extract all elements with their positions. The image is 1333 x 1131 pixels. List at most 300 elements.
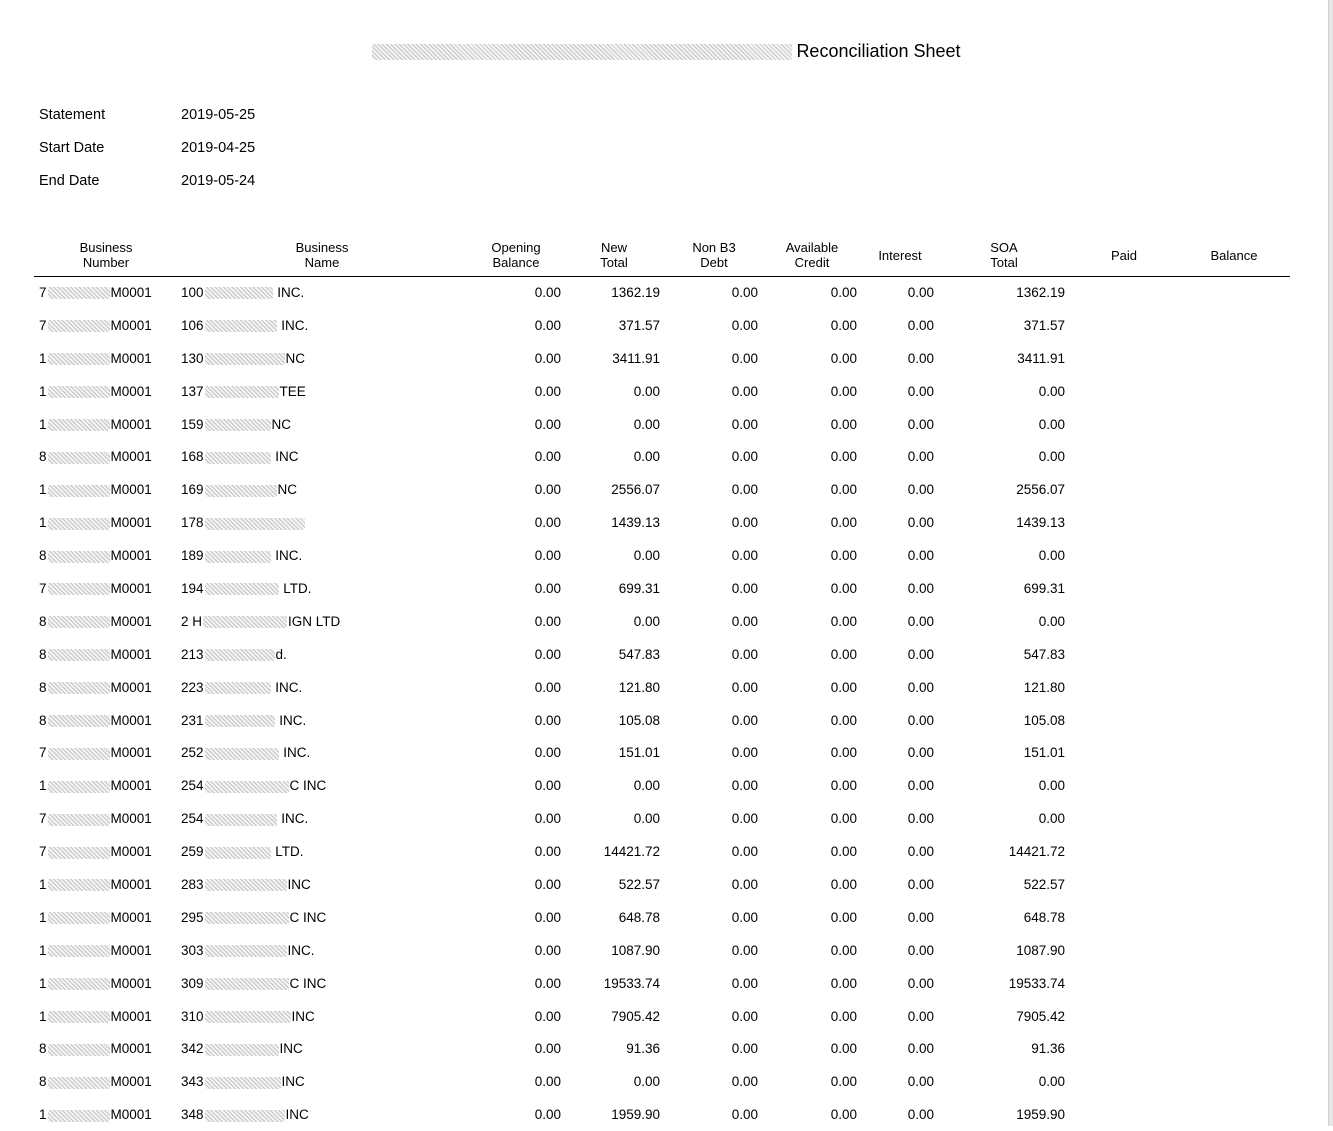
business-number-suffix: M0001 (110, 975, 152, 991)
cell-credit: 0.00 (830, 548, 857, 564)
cell-opening: 0.00 (534, 383, 561, 399)
business-number-prefix: 1 (39, 778, 47, 794)
cell-non-b3: 0.00 (731, 1041, 758, 1057)
table-row (0, 309, 1333, 342)
cell-credit: 0.00 (830, 383, 857, 399)
table-row (0, 736, 1333, 769)
table-row (0, 276, 1333, 309)
business-number (39, 713, 152, 728)
redacted-number (48, 583, 110, 595)
column-header-line: Interest (878, 247, 922, 263)
business-name (181, 910, 326, 925)
meta-value: 2019-05-25 (181, 107, 256, 123)
cell-interest: 0.00 (907, 844, 934, 860)
business-number (39, 449, 152, 464)
redacted-number (48, 551, 110, 563)
business-name (181, 680, 302, 695)
business-number (39, 614, 152, 629)
redacted-number (48, 912, 110, 924)
business-name (181, 449, 299, 464)
business-name-suffix: C INC (289, 909, 327, 925)
table-row (0, 967, 1333, 1000)
business-name-suffix: d. (275, 646, 287, 662)
business-number-suffix: M0001 (110, 909, 152, 925)
cell-new-total: 14421.72 (603, 844, 660, 860)
business-number-prefix: 8 (39, 1074, 47, 1090)
business-name-suffix: INC. (271, 679, 303, 695)
redacted-name (205, 1044, 279, 1056)
redacted-name (205, 353, 285, 365)
table-header (34, 234, 1290, 277)
cell-new-total: 0.00 (633, 1074, 660, 1090)
cell-credit: 0.00 (830, 909, 857, 925)
redacted-name (205, 781, 289, 793)
redacted-name (205, 386, 279, 398)
cell-credit: 0.00 (830, 942, 857, 958)
business-number-prefix: 7 (39, 581, 47, 597)
cell-opening: 0.00 (534, 482, 561, 498)
redacted-number (48, 682, 110, 694)
cell-new-total: 1959.90 (611, 1107, 660, 1123)
business-number (39, 943, 152, 958)
cell-credit: 0.00 (830, 877, 857, 893)
reconciliation-table-body (0, 276, 1333, 1131)
cell-opening: 0.00 (534, 1107, 561, 1123)
redacted-name (205, 583, 279, 595)
cell-opening: 0.00 (534, 548, 561, 564)
business-number (39, 1009, 152, 1024)
cell-new-total: 1362.19 (611, 285, 660, 300)
business-number-suffix: M0001 (110, 712, 152, 728)
cell-soa: 151.01 (1023, 745, 1065, 761)
column-header-text (1111, 248, 1137, 263)
column-header (579, 234, 649, 276)
table-row (0, 605, 1333, 638)
cell-credit: 0.00 (830, 449, 857, 465)
business-name-suffix: INC (281, 1074, 305, 1090)
business-name-prefix: 252 (181, 745, 204, 761)
redacted-number (48, 879, 110, 891)
cell-credit: 0.00 (830, 679, 857, 695)
redacted-name (205, 715, 275, 727)
cell-non-b3: 0.00 (731, 877, 758, 893)
business-name-prefix: 168 (181, 449, 204, 465)
cell-non-b3: 0.00 (731, 745, 758, 761)
business-number (39, 482, 152, 497)
cell-interest: 0.00 (907, 877, 934, 893)
meta-value: 2019-05-24 (181, 173, 256, 189)
business-name-suffix: NC (285, 350, 306, 366)
business-name-prefix: 100 (181, 285, 204, 300)
cell-non-b3: 0.00 (731, 350, 758, 366)
business-number-suffix: M0001 (110, 646, 152, 662)
cell-opening: 0.00 (534, 811, 561, 827)
business-name-suffix: INC. (273, 285, 305, 300)
column-header-line: Debt (700, 255, 728, 270)
redacted-number (48, 1011, 110, 1023)
cell-credit: 0.00 (830, 416, 857, 432)
cell-non-b3: 0.00 (731, 942, 758, 958)
cell-soa: 0.00 (1038, 548, 1065, 564)
column-header-text (491, 240, 540, 270)
redacted-name (205, 912, 289, 924)
cell-interest: 0.00 (907, 679, 934, 695)
table-row (0, 835, 1333, 868)
business-name (181, 515, 306, 530)
business-number-suffix: M0001 (110, 1074, 152, 1090)
business-name-prefix: 259 (181, 844, 204, 860)
cell-new-total: 547.83 (618, 646, 660, 662)
cell-non-b3: 0.00 (731, 646, 758, 662)
business-number-suffix: M0001 (110, 679, 152, 695)
cell-soa: 7905.42 (1016, 1008, 1065, 1024)
cell-soa: 699.31 (1023, 581, 1065, 597)
redacted-name (205, 1110, 285, 1122)
redacted-number (48, 978, 110, 990)
business-name (181, 1009, 315, 1024)
cell-new-total: 19533.74 (603, 975, 660, 991)
cell-interest: 0.00 (907, 745, 934, 761)
business-number-suffix: M0001 (110, 416, 152, 432)
table-row (0, 1065, 1333, 1098)
table-row (0, 473, 1333, 506)
redacted-name (205, 452, 271, 464)
redacted-number (48, 320, 110, 332)
business-name-prefix: 178 (181, 515, 204, 531)
business-number (39, 647, 152, 662)
business-name-suffix: INC (271, 449, 299, 465)
cell-opening: 0.00 (534, 416, 561, 432)
business-name-suffix: NC (277, 482, 298, 498)
cell-interest: 0.00 (907, 317, 934, 333)
redacted-name (205, 485, 277, 497)
business-name (181, 745, 310, 760)
cell-new-total: 0.00 (633, 811, 660, 827)
redacted-number (48, 945, 110, 957)
cell-new-total: 91.36 (626, 1041, 660, 1057)
column-header-line: Total (600, 255, 628, 270)
cell-soa: 0.00 (1038, 449, 1065, 465)
cell-opening: 0.00 (534, 350, 561, 366)
business-name-suffix: C INC (289, 975, 327, 991)
business-number (39, 1074, 152, 1089)
business-number-prefix: 8 (39, 1041, 47, 1057)
business-name (181, 1074, 305, 1089)
business-name-prefix: 106 (181, 317, 204, 333)
business-number-prefix: 7 (39, 285, 47, 300)
business-number-prefix: 8 (39, 646, 47, 662)
cell-credit: 0.00 (830, 1008, 857, 1024)
business-name (181, 614, 340, 629)
cell-non-b3: 0.00 (731, 1074, 758, 1090)
cell-non-b3: 0.00 (731, 383, 758, 399)
business-name-suffix: INC. (287, 942, 315, 958)
business-number-prefix: 8 (39, 679, 47, 695)
column-header-text (296, 240, 349, 270)
column-header-text (878, 248, 921, 263)
business-name (181, 482, 297, 497)
business-name-suffix: TEE (279, 383, 306, 399)
business-name-suffix: INC. (277, 317, 309, 333)
cell-opening: 0.00 (534, 646, 561, 662)
redacted-number (48, 616, 110, 628)
table-row (0, 342, 1333, 375)
business-name-prefix: 342 (181, 1041, 204, 1057)
business-name-prefix: 283 (181, 877, 204, 893)
business-name (181, 351, 305, 366)
column-header-line: Total (990, 255, 1018, 270)
cell-new-total: 1439.13 (611, 515, 660, 531)
redacted-name (205, 978, 289, 990)
cell-new-total: 522.57 (618, 877, 660, 893)
business-number (39, 811, 152, 826)
column-header (476, 234, 556, 276)
cell-new-total: 648.78 (618, 909, 660, 925)
redacted-number (48, 1044, 110, 1056)
meta-label: Start Date (39, 140, 105, 156)
business-name-prefix: 2 H (181, 613, 203, 629)
cell-non-b3: 0.00 (731, 416, 758, 432)
column-header-text (990, 240, 1017, 270)
column-header-text (80, 240, 133, 270)
business-number (39, 745, 152, 760)
business-number (39, 384, 152, 399)
table-row (0, 506, 1333, 539)
cell-new-total: 699.31 (618, 581, 660, 597)
business-name-prefix: 295 (181, 909, 204, 925)
cell-interest: 0.00 (907, 548, 934, 564)
business-number-suffix: M0001 (110, 548, 152, 564)
business-name (181, 318, 308, 333)
cell-opening: 0.00 (534, 909, 561, 925)
cell-soa: 0.00 (1038, 416, 1065, 432)
cell-credit: 0.00 (830, 613, 857, 629)
meta-value: 2019-04-25 (181, 140, 256, 156)
business-name (181, 581, 312, 596)
cell-new-total: 151.01 (618, 745, 660, 761)
business-name-prefix: 343 (181, 1074, 204, 1090)
cell-credit: 0.00 (830, 811, 857, 827)
business-number (39, 1107, 152, 1122)
business-number-suffix: M0001 (110, 613, 152, 629)
cell-credit: 0.00 (830, 515, 857, 531)
cell-soa: 14421.72 (1008, 844, 1065, 860)
cell-interest: 0.00 (907, 581, 934, 597)
business-name-suffix: IGN LTD (288, 613, 341, 629)
business-number (39, 844, 152, 859)
business-number (39, 976, 152, 991)
cell-non-b3: 0.00 (731, 909, 758, 925)
business-name (181, 811, 308, 826)
business-number-suffix: M0001 (110, 482, 152, 498)
business-number-prefix: 1 (39, 975, 47, 991)
redacted-number (48, 518, 110, 530)
business-name-suffix: INC. (277, 811, 309, 827)
redacted-number (48, 781, 110, 793)
column-header (46, 234, 166, 276)
cell-non-b3: 0.00 (731, 975, 758, 991)
cell-new-total: 0.00 (633, 449, 660, 465)
cell-opening: 0.00 (534, 712, 561, 728)
redacted-number (48, 485, 110, 497)
cell-non-b3: 0.00 (731, 1107, 758, 1123)
business-name-suffix: INC. (275, 712, 307, 728)
column-header (1089, 234, 1159, 276)
redacted-name (205, 945, 287, 957)
business-name-suffix: INC (291, 1008, 315, 1024)
cell-soa: 371.57 (1023, 317, 1065, 333)
cell-credit: 0.00 (830, 1107, 857, 1123)
business-number-suffix: M0001 (110, 383, 152, 399)
cell-opening: 0.00 (534, 877, 561, 893)
column-header-line: Number (82, 255, 130, 270)
business-number (39, 581, 152, 596)
table-row (0, 901, 1333, 934)
cell-soa: 1362.19 (1016, 285, 1065, 300)
cell-soa: 105.08 (1023, 712, 1065, 728)
business-name-suffix: C INC (289, 778, 327, 794)
redacted-number (48, 419, 110, 431)
cell-non-b3: 0.00 (731, 449, 758, 465)
cell-soa: 0.00 (1038, 1074, 1065, 1090)
column-header (866, 234, 934, 276)
cell-non-b3: 0.00 (731, 712, 758, 728)
cell-interest: 0.00 (907, 350, 934, 366)
cell-credit: 0.00 (830, 975, 857, 991)
cell-new-total: 1087.90 (611, 942, 660, 958)
redacted-name (205, 748, 279, 760)
cell-non-b3: 0.00 (731, 679, 758, 695)
cell-opening: 0.00 (534, 942, 561, 958)
cell-interest: 0.00 (907, 909, 934, 925)
business-name-prefix: 223 (181, 679, 204, 695)
cell-new-total: 7905.42 (611, 1008, 660, 1024)
redacted-number (48, 748, 110, 760)
cell-soa: 522.57 (1023, 877, 1065, 893)
business-number-suffix: M0001 (110, 1041, 152, 1057)
business-number-suffix: M0001 (110, 811, 152, 827)
redacted-number (48, 1077, 110, 1089)
redacted-company-name (372, 44, 792, 60)
business-name (181, 1107, 309, 1122)
business-number-prefix: 7 (39, 811, 47, 827)
cell-interest: 0.00 (907, 285, 934, 300)
cell-soa: 121.80 (1023, 679, 1065, 695)
table-row (0, 1098, 1333, 1131)
column-header (772, 234, 852, 276)
meta-label: End Date (39, 173, 100, 189)
cell-new-total: 2556.07 (611, 482, 660, 498)
cell-new-total: 0.00 (633, 416, 660, 432)
business-number-prefix: 1 (39, 942, 47, 958)
business-name-prefix: 254 (181, 811, 204, 827)
business-number-suffix: M0001 (110, 1107, 152, 1123)
redacted-name (205, 518, 305, 530)
business-name-suffix: INC. (271, 548, 303, 564)
table-row (0, 868, 1333, 901)
column-header-line: Business (79, 240, 133, 255)
business-name (181, 548, 302, 563)
redacted-number (48, 814, 110, 826)
cell-soa: 19533.74 (1008, 975, 1065, 991)
business-name-suffix: INC (285, 1107, 309, 1123)
table-row (0, 704, 1333, 737)
business-number-prefix: 1 (39, 909, 47, 925)
cell-soa: 1959.90 (1016, 1107, 1065, 1123)
cell-non-b3: 0.00 (731, 548, 758, 564)
cell-new-total: 3411.91 (612, 350, 660, 366)
cell-opening: 0.00 (534, 1074, 561, 1090)
report-title: Reconciliation Sheet (796, 41, 961, 61)
redacted-name (205, 320, 277, 332)
table-row (0, 572, 1333, 605)
cell-soa: 0.00 (1038, 613, 1065, 629)
cell-credit: 0.00 (830, 844, 857, 860)
business-name-prefix: 309 (181, 975, 204, 991)
cell-soa: 0.00 (1038, 778, 1065, 794)
cell-soa: 1439.13 (1016, 515, 1065, 531)
business-number-prefix: 7 (39, 317, 47, 333)
business-number-prefix: 1 (39, 1008, 47, 1024)
column-header (1192, 234, 1276, 276)
business-name-suffix: INC (287, 877, 311, 893)
cell-interest: 0.00 (907, 416, 934, 432)
cell-non-b3: 0.00 (731, 515, 758, 531)
cell-opening: 0.00 (534, 1008, 561, 1024)
cell-opening: 0.00 (534, 745, 561, 761)
cell-new-total: 371.57 (618, 317, 660, 333)
business-name-prefix: 303 (181, 942, 204, 958)
business-name-suffix: INC (279, 1041, 303, 1057)
business-name (181, 384, 306, 399)
cell-non-b3: 0.00 (731, 1008, 758, 1024)
table-row (0, 375, 1333, 408)
cell-non-b3: 0.00 (731, 613, 758, 629)
business-number (39, 285, 152, 300)
business-number (39, 318, 152, 333)
cell-interest: 0.00 (907, 942, 934, 958)
cell-soa: 0.00 (1038, 383, 1065, 399)
business-name-prefix: 169 (181, 482, 204, 498)
redacted-name (205, 551, 271, 563)
redacted-number (48, 287, 110, 299)
column-header-line: Paid (1110, 247, 1138, 263)
business-name (181, 976, 326, 991)
cell-credit: 0.00 (830, 1041, 857, 1057)
cell-interest: 0.00 (907, 515, 934, 531)
business-number (39, 351, 152, 366)
cell-credit: 0.00 (830, 745, 857, 761)
business-name-prefix: 231 (181, 712, 204, 728)
column-header-line: Available (785, 240, 839, 255)
cell-new-total: 105.08 (618, 712, 660, 728)
table-row (0, 671, 1333, 704)
cell-interest: 0.00 (907, 613, 934, 629)
business-number-prefix: 1 (39, 350, 47, 366)
redacted-number (48, 715, 110, 727)
redacted-name (203, 616, 287, 628)
business-number (39, 515, 152, 530)
column-header (262, 234, 382, 276)
table-row (0, 539, 1333, 572)
cell-opening: 0.00 (534, 515, 561, 531)
business-number-suffix: M0001 (110, 778, 152, 794)
business-number-prefix: 1 (39, 383, 47, 399)
business-name-suffix: LTD. (279, 581, 312, 597)
cell-credit: 0.00 (830, 712, 857, 728)
statement-meta (39, 107, 255, 206)
business-name-prefix: 194 (181, 581, 204, 597)
